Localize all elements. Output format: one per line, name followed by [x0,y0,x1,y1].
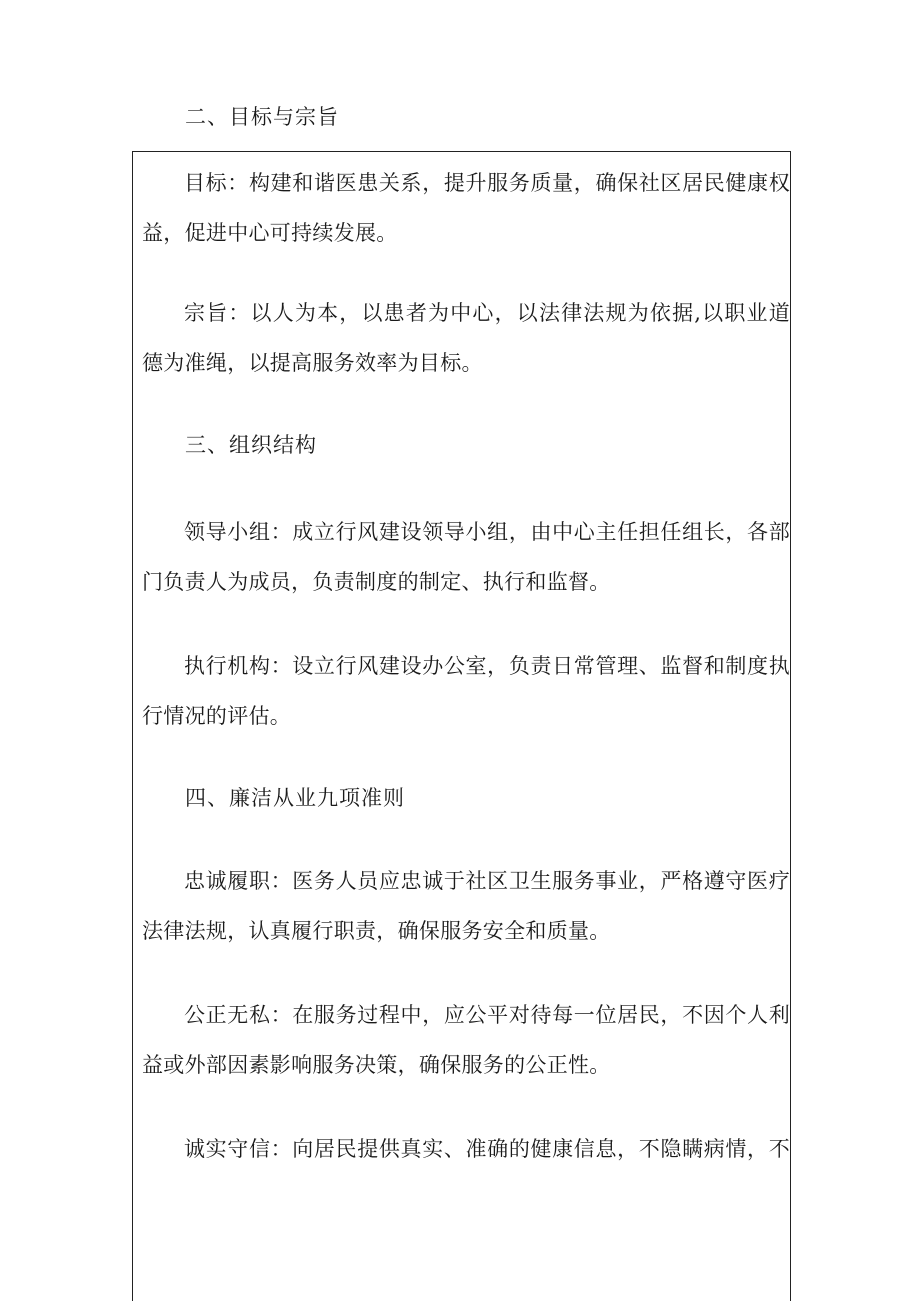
paragraph-leadership-line-1: 领导小组：成立行风建设领导小组，由中心主任担任组长，各部 [184,520,790,544]
paragraph-executive-line-1: 执行机构：设立行风建设办公室，负责日常管理、监督和制度执 [184,654,790,678]
section-heading-goals: 二、目标与宗旨 [185,105,339,129]
paragraph-fair-line-2: 益或外部因素影响服务决策，确保服务的公正性。 [142,1053,611,1077]
paragraph-leadership-line-2: 门负责人为成员，负责制度的制定、执行和监督。 [142,570,611,594]
paragraph-executive-body [142,641,790,741]
paragraph-fair-line-1: 公正无私：在服务过程中，应公平对待每一位居民，不因个人利 [184,1003,790,1027]
paragraph-tenet-line-2: 德为准绳，以提高服务效率为目标。 [142,351,483,375]
paragraph-tenet-line-1: 宗旨：以人为本，以患者为中心，以法律法规为依据,以职业道 [184,301,790,325]
section-heading-integrity-rules: 四、廉洁从业九项准则 [185,786,405,810]
paragraph-loyal-line-1: 忠诚履职：医务人员应忠诚于社区卫生服务事业，严格遵守医疗 [184,869,790,893]
paragraph-goal-line-1: 目标：构建和谐医患关系，提升服务质量，确保社区居民健康权 [184,171,790,195]
paragraph-leadership-group [142,507,790,607]
paragraph-fair-impartial [142,990,790,1090]
section-heading-organization: 三、组织结构 [185,433,317,457]
paragraph-honest-line-1: 诚实守信：向居民提供真实、准确的健康信息，不隐瞒病情，不 [184,1137,790,1161]
paragraph-executive-line-2: 行情况的评估。 [142,704,292,728]
paragraph-tenet [142,288,790,388]
paragraph-goal [142,158,790,258]
paragraph-loyal-line-2: 法律法规，认真履行职责，确保服务安全和质量。 [142,919,611,943]
paragraph-honest-trust [142,1124,790,1174]
paragraph-goal-line-2: 益，促进中心可持续发展。 [142,221,398,245]
paragraph-loyal-duty [142,856,790,956]
